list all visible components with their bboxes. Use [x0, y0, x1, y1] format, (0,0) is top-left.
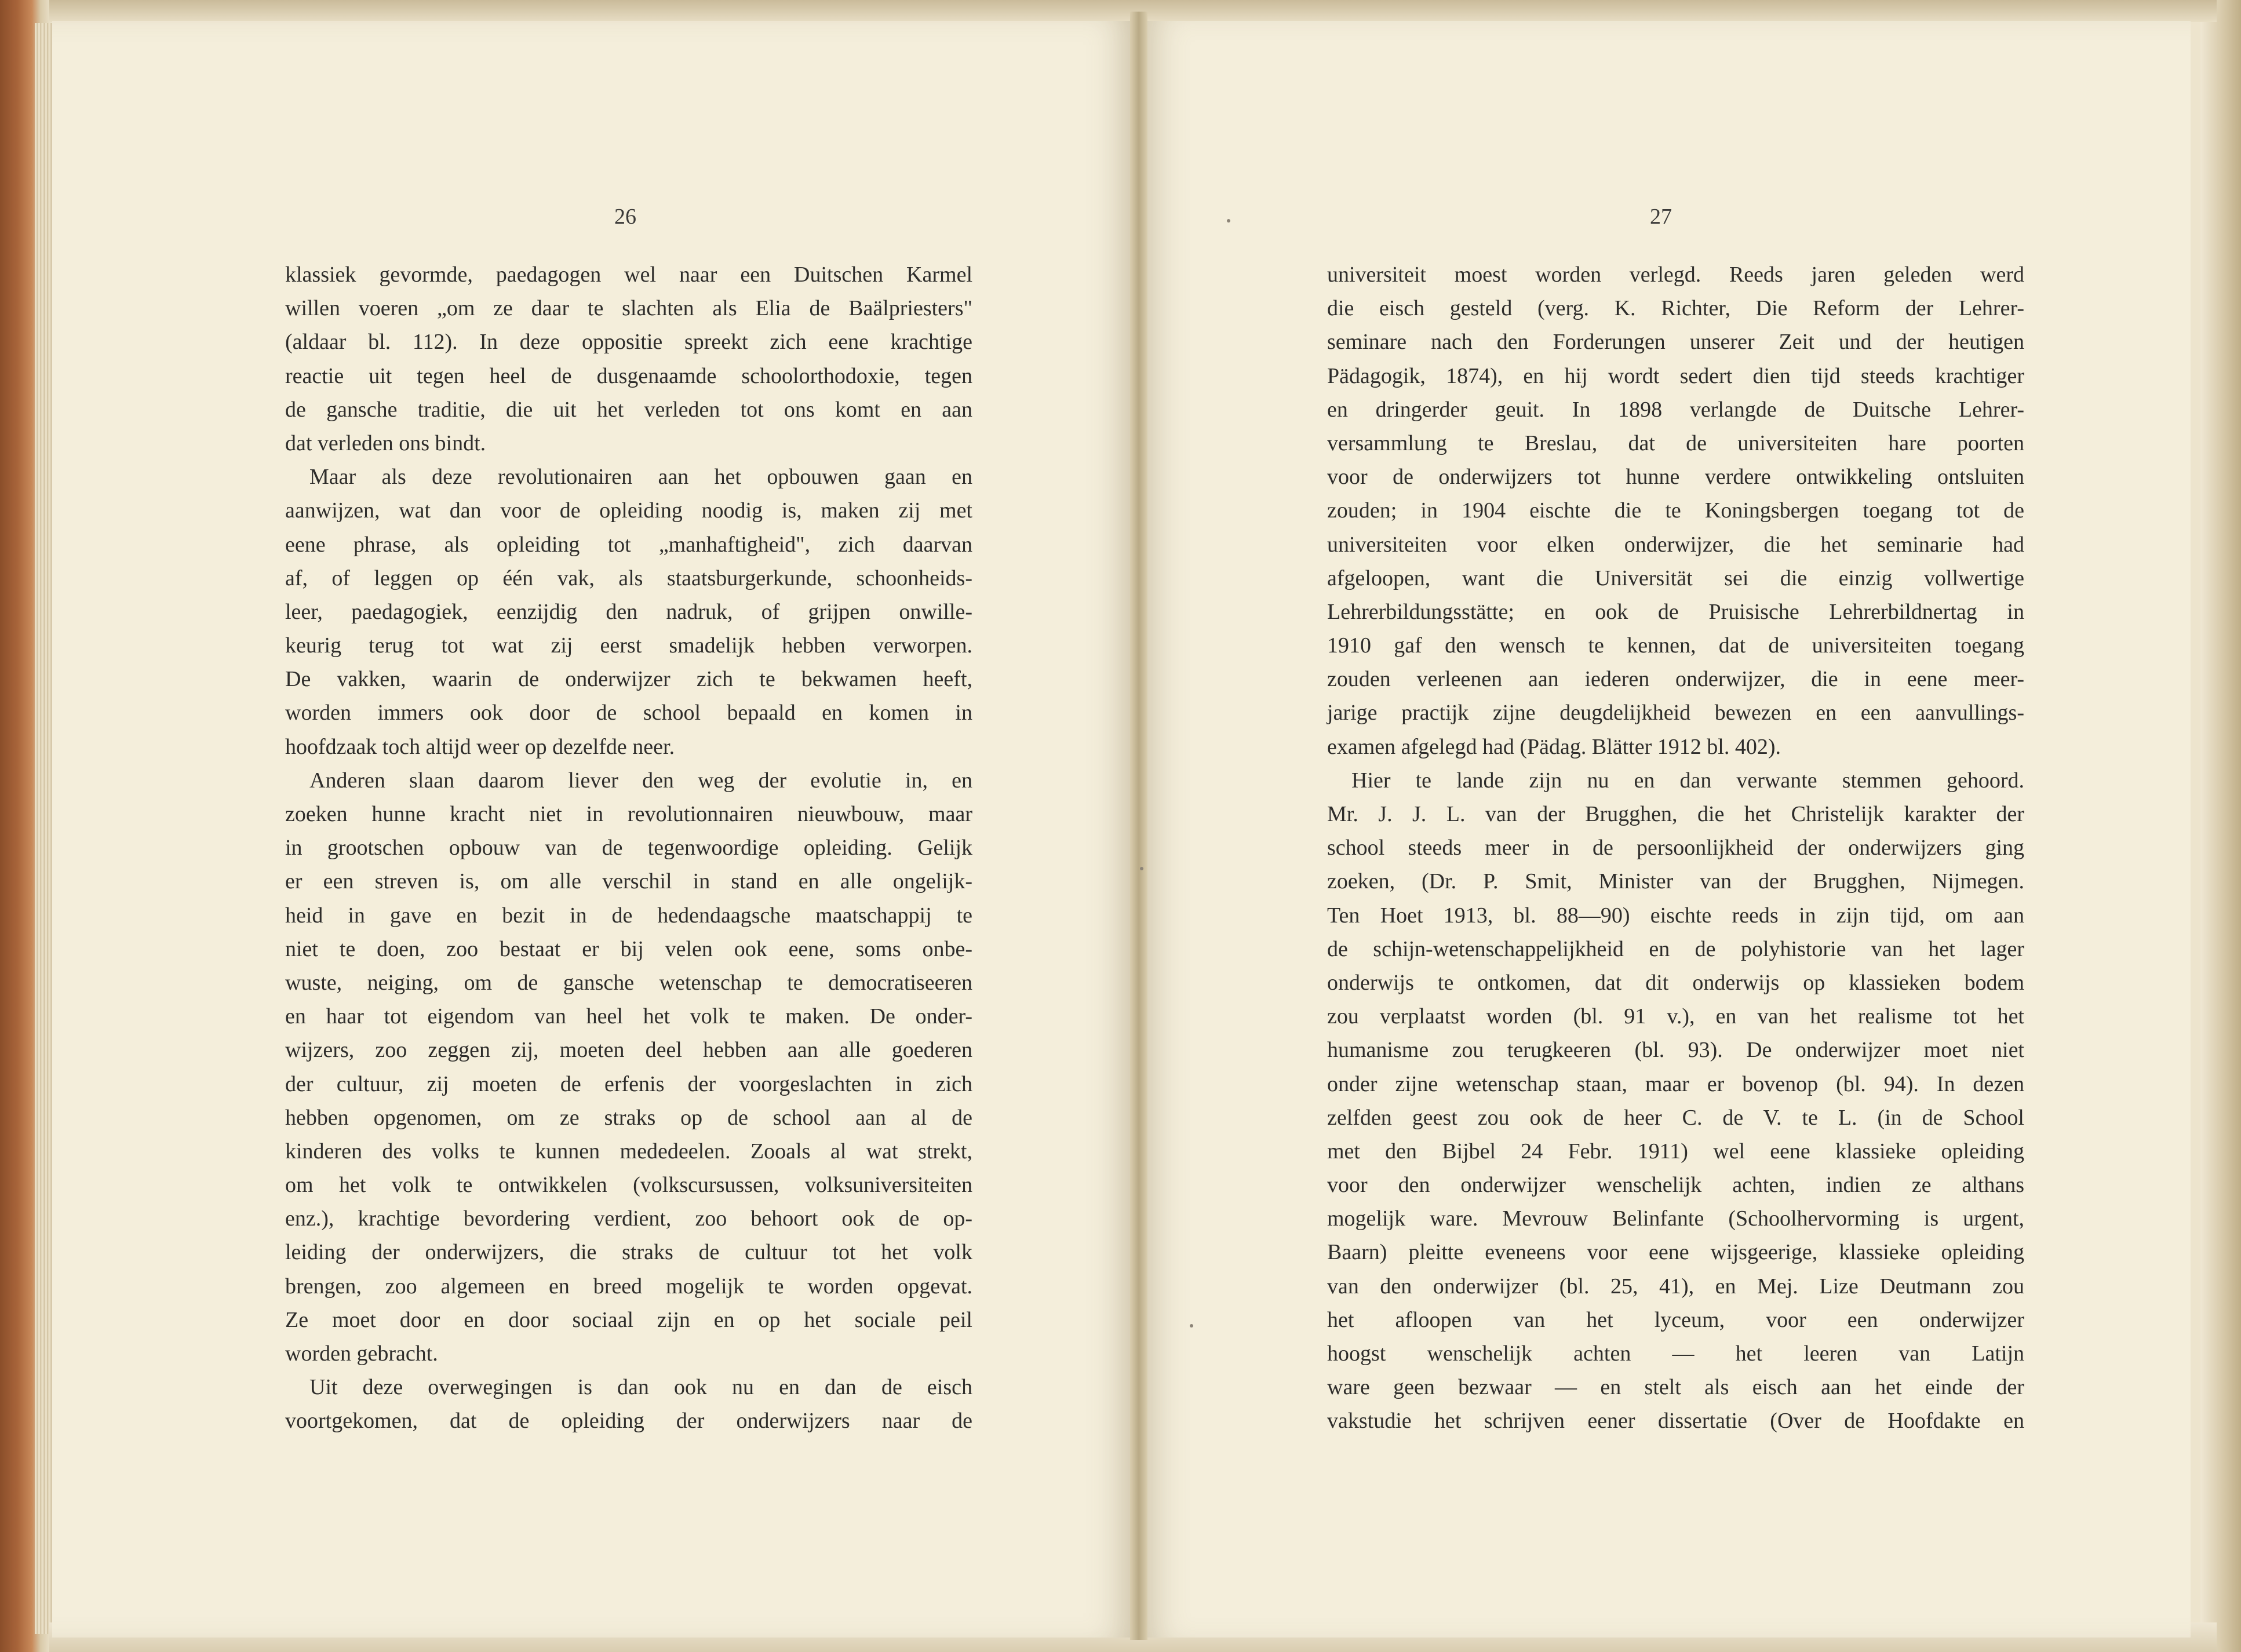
- text-line: afgeloopen, want die Universität sei die einzig vollwertige: [1327, 566, 2024, 590]
- text-line: Ten Hoet 1913, bl. 88—90) eischte reeds in zijn tijd, om aan: [1327, 903, 2024, 928]
- page-number-left: 26: [614, 205, 636, 229]
- text-line: hebben opgenomen, om ze straks op de school aan al de: [285, 1105, 972, 1130]
- text-line: humanisme zou terugkeeren (bl. 93). De onderwijzer moet niet: [1327, 1038, 2024, 1063]
- text-line: Ze moet door en door sociaal zijn en op het sociale peil: [285, 1307, 972, 1332]
- text-line: enz.), krachtige bevordering verdient, zoo behoort ook de op-: [285, 1206, 972, 1231]
- text-line: hoofdzaak toch altijd weer op dezelfde neer.: [285, 734, 675, 759]
- text-line: seminare nach den Forderungen unserer Zeit und der heutigen: [1327, 330, 2024, 355]
- text-line: worden gebracht.: [285, 1341, 438, 1366]
- text-line: van den onderwijzer (bl. 25, 41), en Mej. Lize Deutmann zou: [1327, 1274, 2024, 1299]
- text-line: dat verleden ons bindt.: [285, 431, 486, 455]
- text-line: universiteiten voor elken onderwijzer, die het seminarie had: [1327, 532, 2024, 557]
- text-line: er een streven is, om alle verschil in stand en alle ongelijk-: [285, 869, 972, 894]
- text-line: Hier te lande zijn nu en dan verwante stemmen gehoord.: [1351, 768, 2024, 793]
- text-line: kinderen des volks te kunnen mededeelen. Zooals al wat strekt,: [285, 1139, 972, 1164]
- text-line: de schijn-wetenschappelijkheid en de polyhistorie van het lager: [1327, 936, 2024, 961]
- paper-speck: [1190, 1324, 1193, 1328]
- text-line: 1910 gaf den wensch te kennen, dat de universiteiten toegang: [1327, 633, 2024, 658]
- text-line: versammlung te Breslau, dat de universiteiten hare poorten: [1327, 431, 2024, 455]
- text-line: ware geen bezwaar — en stelt als eisch aan het einde der: [1327, 1375, 2024, 1400]
- text-line: hoogst wenschelijk achten — het leeren van Latijn: [1327, 1341, 2024, 1366]
- text-line: leiding der onderwijzers, die straks de cultuur tot het volk: [285, 1240, 972, 1265]
- text-line: met den Bijbel 24 Febr. 1911) wel eene klassieke opleiding: [1327, 1139, 2024, 1164]
- right-page-text: [1327, 258, 2024, 1438]
- text-line: willen voeren „om ze daar te slachten als Elia de Baälpriesters": [285, 296, 972, 321]
- text-line: heid in gave en bezit in de hedendaagsche maatschappij te: [285, 903, 972, 928]
- paper-speck: [1140, 867, 1143, 870]
- text-line: (aldaar bl. 112). In deze oppositie spreekt zich eene krachtige: [285, 330, 972, 355]
- text-line: Anderen slaan daarom liever den weg der evolutie in, en: [309, 768, 972, 793]
- text-line: voortgekomen, dat de opleiding der onderwijzers naar de: [285, 1409, 972, 1434]
- text-line: voor de onderwijzers tot hunne verdere ontwikkeling ontsluiten: [1327, 465, 2024, 490]
- text-line: school steeds meer in de persoonlijkheid der onderwijzers ging: [1327, 836, 2024, 860]
- book-gutter: [1130, 12, 1147, 1640]
- text-line: examen afgelegd had (Pädag. Blätter 1912 bl. 402).: [1327, 734, 1781, 759]
- text-line: der cultuur, zij moeten de erfenis der voorgeslachten in zich: [285, 1071, 972, 1096]
- text-line: en dringerder geuit. In 1898 verlangde de Duitsche Lehrer-: [1327, 397, 2024, 422]
- text-line: mogelijk ware. Mevrouw Belinfante (Schoolhervorming is urgent,: [1327, 1206, 2024, 1231]
- text-line: Pädagogik, 1874), en hij wordt sedert dien tijd steeds krachtiger: [1327, 363, 2024, 388]
- text-line: onder zijne wetenschap staan, maar er bovenop (bl. 94). In dezen: [1327, 1071, 2024, 1096]
- text-line: zouden; in 1904 eischte die te Koningsbergen toegang tot de: [1327, 498, 2024, 523]
- text-line: Mr. J. J. L. van der Brugghen, die het Christelijk karakter der: [1327, 802, 2024, 826]
- text-line: zelfden geest zou ook de heer C. de V. te L. (in de School: [1327, 1105, 2024, 1130]
- text-line: die eisch gesteld (verg. K. Richter, Die Reform der Lehrer-: [1327, 296, 2024, 321]
- text-line: zouden verleenen aan iederen onderwijzer, die in eene meer-: [1327, 667, 2024, 692]
- text-line: het afloopen van het lyceum, voor een onderwijzer: [1327, 1307, 2024, 1332]
- text-line: leer, paedagogiek, eenzijdig den nadruk, of grijpen onwille-: [285, 599, 972, 624]
- text-line: aanwijzen, wat dan voor de opleiding noodig is, maken zij met: [285, 498, 972, 523]
- text-line: reactie uit tegen heel de dusgenaamde schoolorthodoxie, tegen: [285, 363, 972, 388]
- text-line: de gansche traditie, die uit het verleden tot ons komt en aan: [285, 397, 972, 422]
- text-line: vakstudie het schrijven eener dissertatie (Over de Hoofdakte en: [1327, 1409, 2024, 1434]
- text-line: Uit deze overwegingen is dan ook nu en dan de eisch: [309, 1375, 972, 1400]
- text-line: niet te doen, zoo bestaat er bij velen ook eene, soms onbe-: [285, 936, 972, 961]
- text-line: eene phrase, als opleiding tot „manhaftigheid", zich daarvan: [285, 532, 972, 557]
- text-line: in grootschen opbouw van de tegenwoordige opleiding. Gelijk: [285, 836, 972, 860]
- text-line: Maar als deze revolutionairen aan het opbouwen gaan en: [309, 465, 972, 490]
- text-line: zou verplaatst worden (bl. 91 v.), en van het realisme tot het: [1327, 1004, 2024, 1029]
- text-line: wuste, neiging, om de gansche wetenschap te democratiseeren: [285, 970, 972, 995]
- text-line: onderwijs te ontkomen, dat dit onderwijs op klassieken bodem: [1327, 970, 2024, 995]
- text-line: De vakken, waarin de onderwijzer zich te bekwamen heeft,: [285, 667, 972, 692]
- text-line: zoeken, (Dr. P. Smit, Minister van der Brugghen, Nijmegen.: [1327, 869, 2024, 894]
- text-line: jarige practijk zijne deugdelijkheid bewezen en een aanvullings-: [1327, 701, 2024, 725]
- text-line: brengen, zoo algemeen en breed mogelijk te worden opgevat.: [285, 1274, 972, 1299]
- text-line: wijzers, zoo zeggen zij, moeten deel hebben aan alle goederen: [285, 1038, 972, 1063]
- text-line: voor den onderwijzer wenschelijk achten, indien ze althans: [1327, 1173, 2024, 1198]
- left-page-text: [285, 258, 972, 1438]
- page-stack-edge: [35, 23, 52, 1634]
- text-line: zoeken hunne kracht niet in revolutionnairen nieuwbouw, maar: [285, 802, 972, 826]
- book-edge-right: [2200, 0, 2241, 1652]
- text-line: universiteit moest worden verlegd. Reeds jaren geleden werd: [1327, 262, 2024, 287]
- text-line: en haar tot eigendom van heel het volk te maken. De onder-: [285, 1004, 972, 1029]
- page-number-right: 27: [1650, 205, 1672, 229]
- text-line: Lehrerbildungsstätte; en ook de Pruisische Lehrerbildnertag in: [1327, 599, 2024, 624]
- paper-speck: [1227, 219, 1230, 223]
- text-line: klassiek gevormde, paedagogen wel naar een Duitschen Karmel: [285, 262, 972, 287]
- text-line: worden immers ook door de school bepaald en komen in: [285, 701, 972, 725]
- text-line: af, of leggen op één vak, als staatsburgerkunde, schoonheids-: [285, 566, 972, 590]
- text-line: Baarn) pleitte eveneens voor eene wijsgeerige, klassieke opleiding: [1327, 1240, 2024, 1265]
- text-line: keurig terug tot wat zij eerst smadelijk hebben verworpen.: [285, 633, 972, 658]
- text-line: om het volk te ontwikkelen (volkscursussen, volksuniversiteiten: [285, 1173, 972, 1198]
